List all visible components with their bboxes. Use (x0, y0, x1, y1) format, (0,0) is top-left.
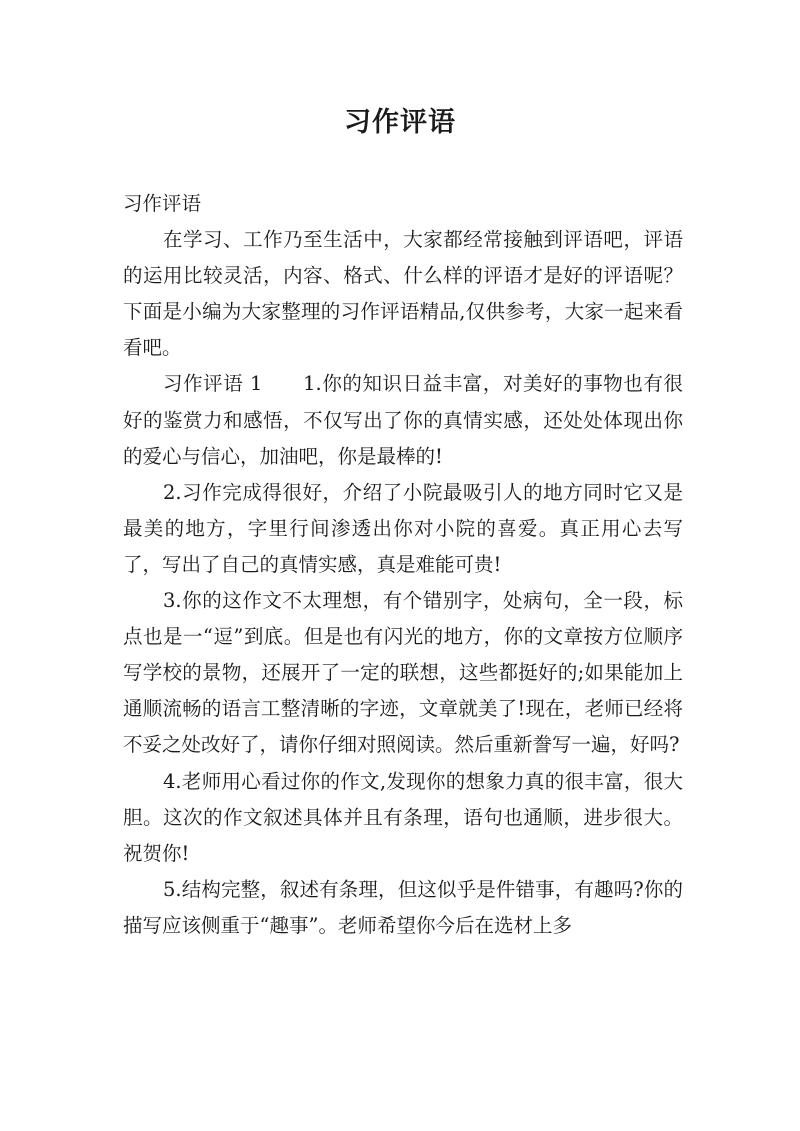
paragraph-comment-5: 5.结构完整，叙述有条理，但这似乎是件错事，有趣吗?你的描写应该侧重于“趣事”。老师希望你今后在选材上多 (123, 877, 683, 937)
paragraph-comment-4: 4.老师用心看过你的作文,发现你的想象力真的很丰富，很大胆。这次的作文叙述具体并且有条理，语句也通顺，进步很大。祝贺你! (123, 769, 683, 865)
paragraph-comment-3: 3.你的这作文不太理想，有个错别字，处病句，全一段，标点也是一“逗”到底。但是也有闪光的地方，你的文章按方位顺序写学校的景物，还展开了一定的联想，这些都挺好的;如果能加上通顺流畅的语言工整清晰的字迹，文章就美了!现在，老师已经将不妥之处改好了，请你仔细对照阅读。然后重新誊写一遍，好吗? (123, 589, 683, 757)
paragraph-comment-1: 习作评语 1 1.你的知识日益丰富，对美好的事物也有很好的鉴赏力和感悟，不仅写出了你的真情实感，还处处体现出你的爱心与信心，加油吧，你是最棒的! (123, 372, 683, 468)
paragraph-comment-2: 2.习作完成得很好，介绍了小院最吸引人的地方同时它又是最美的地方，字里行间渗透出你对小院的喜爱。真正用心去写了，写出了自己的真情实感，真是难能可贵! (123, 480, 683, 576)
paragraph-intro: 在学习、工作乃至生活中，大家都经常接触到评语吧，评语的运用比较灵活，内容、格式、什么样的评语才是好的评语呢？下面是小编为大家整理的习作评语精品,仅供参考，大家一起来看看吧。 (123, 228, 683, 360)
document-subtitle: 习作评语 (123, 192, 202, 215)
document-title: 习作评语 (344, 107, 456, 138)
document-body (123, 186, 683, 944)
